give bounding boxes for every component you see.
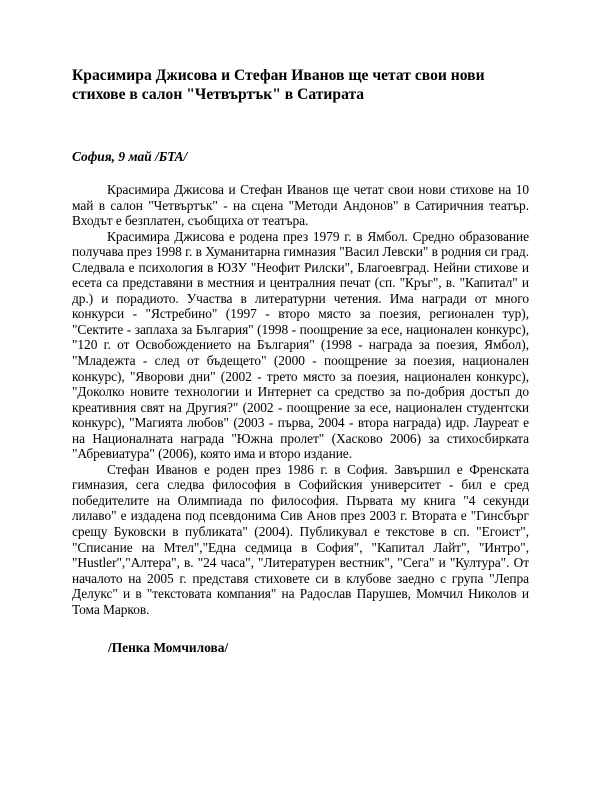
article xyxy=(72,66,529,656)
article-signature: /Пенка Момчилова/ xyxy=(108,640,229,656)
article-dateline: София, 9 май /БТА/ xyxy=(72,149,188,164)
article-headline: Красимира Джисова и Стефан Иванов ще четат свои нови стихове в салон "Четвъртък" в Сатирата xyxy=(72,67,485,103)
article-paragraph-ivanov-bio: Стефан Иванов е роден през 1986 г. в София. Завършил е Френската гимназия, сега следва философия в Софийския университет - бил е сред победителите на Олимпиада по философия. Първата му книга "4 секунди лилаво" е издадена под псевдонима Сив Анов през 2003 г. Втората е "Гинсбърг срещу Буковски в публиката" (2004). Публикувал е текстове в сп. "Егоист", "Списание на Мтел","Една седмица в София", "Капитал Лайт", "Интро", "Hustler","Алтера", в. "24 часа", "Литературен вестник", "Сега" и "Култура". От началото на 2005 г. представя стиховете си в клубове заедно с група "Лепра Делукс" и в "текстовата компания" на Радослав Парушев, Момчил Николов и Тома Марков. xyxy=(72,461,529,617)
article-paragraph-intro: Красимира Джисова и Стефан Иванов ще четат свои нови стихове на 10 май в салон "Четвъртък" - на сцена "Методи Андонов" в Сатиричния театър. Входът е безплатен, съобщиха от театъра. xyxy=(72,182,529,229)
article-body xyxy=(72,182,529,617)
article-paragraph-dzhisova-bio: Красимира Джисова е родена през 1979 г. в Ямбол. Средно образование получава през 1998 г. в Хуманитарна гимназия "Васил Левски" в родния си град. Следвала е психология в ЮЗУ "Неофит Рилски", Благоевград. Нейни стихове и есета са представяни в местния и централния печат (сп. "Кръг", в. "Капитал" и др.) и порадиото. Участва в литературни четения. Има награди от много конкурси - "Ястребино" (1997 - второ място за поезия, регионален тур), "Сектите - заплаха за България" (1998 - поощрение за есе, национален конкурс), "120 г. от Освобождението на България" (1998 - награда за поезия, Ямбол), "Младежта - след от бъдещето" (2000 - поощрение за поезия, национален конкурс), "Яворови дни" (2002 - трето място за поезия, национален конкурс), "Доколко новите технологии и Интернет са средство за по-добрия достъп до креативния свят на Другия?" (2002 - поощрение за есе, национален студентски конкурс), "Магията любов" (2003 - първа, 2004 - втора награда) идр. Лауреат е на Националната награда "Южна пролет" (Хасково 2006) за стихосбирката "Абревиатура" (2006), която има и второ издание. xyxy=(72,228,529,462)
